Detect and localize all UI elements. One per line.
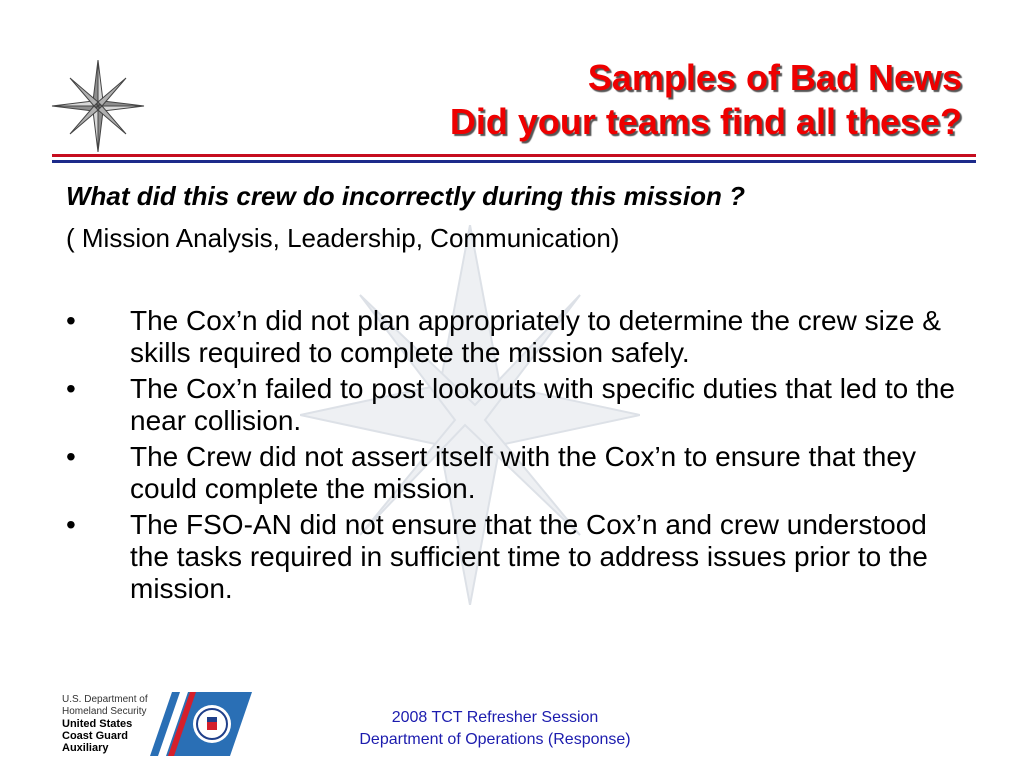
footer-session: 2008 TCT Refresher Session (391, 709, 599, 726)
logo-dept-line-1: U.S. Department of (62, 694, 148, 705)
compass-rose-icon (50, 58, 146, 154)
logo-org-line-3: Auxiliary (62, 742, 109, 754)
title-divider-red (52, 154, 976, 157)
bullet-item (66, 373, 966, 437)
topic-subtitle: ( Mission Analysis, Leadership, Communication) (66, 223, 620, 253)
bullet-item (66, 509, 966, 605)
logo-dept-line-2: Homeland Security (62, 706, 147, 717)
title-line-2: Did your teams find all these? (449, 101, 962, 142)
bullet-text: The Crew did not assert itself with the Cox’n to ensure that they could complete the mission. (130, 441, 916, 504)
logo-org-line-1: United States (62, 718, 133, 730)
bullet-list (66, 305, 966, 609)
coast-guard-auxiliary-logo (62, 692, 252, 756)
bullet-item (66, 441, 966, 505)
bullet-symbol: • (66, 509, 76, 540)
footer-department: Department of Operations (Response) (359, 731, 631, 748)
bullet-text: The FSO-AN did not ensure that the Cox’n and crew understood the tasks required in sufficient time to address issues prior to the mission. (130, 509, 928, 604)
title-line-1: Samples of Bad News (587, 57, 962, 98)
bullet-symbol: • (66, 373, 76, 404)
bullet-text: The Cox’n did not plan appropriately to determine the crew size & skills required to complete the mission safely. (130, 305, 941, 368)
title-divider-blue (52, 160, 976, 163)
slide-title (450, 56, 962, 144)
bullet-symbol: • (66, 441, 76, 472)
logo-text (62, 694, 152, 754)
bullet-text: The Cox’n failed to post lookouts with specific duties that led to the near collision. (130, 373, 955, 436)
bullet-symbol: • (66, 305, 76, 336)
question-heading: What did this crew do incorrectly during this mission ? (66, 181, 745, 211)
logo-org-line-2: Coast Guard (62, 730, 129, 742)
footer (300, 707, 690, 751)
coast-guard-emblem-icon (150, 692, 252, 756)
bullet-item (66, 305, 966, 369)
